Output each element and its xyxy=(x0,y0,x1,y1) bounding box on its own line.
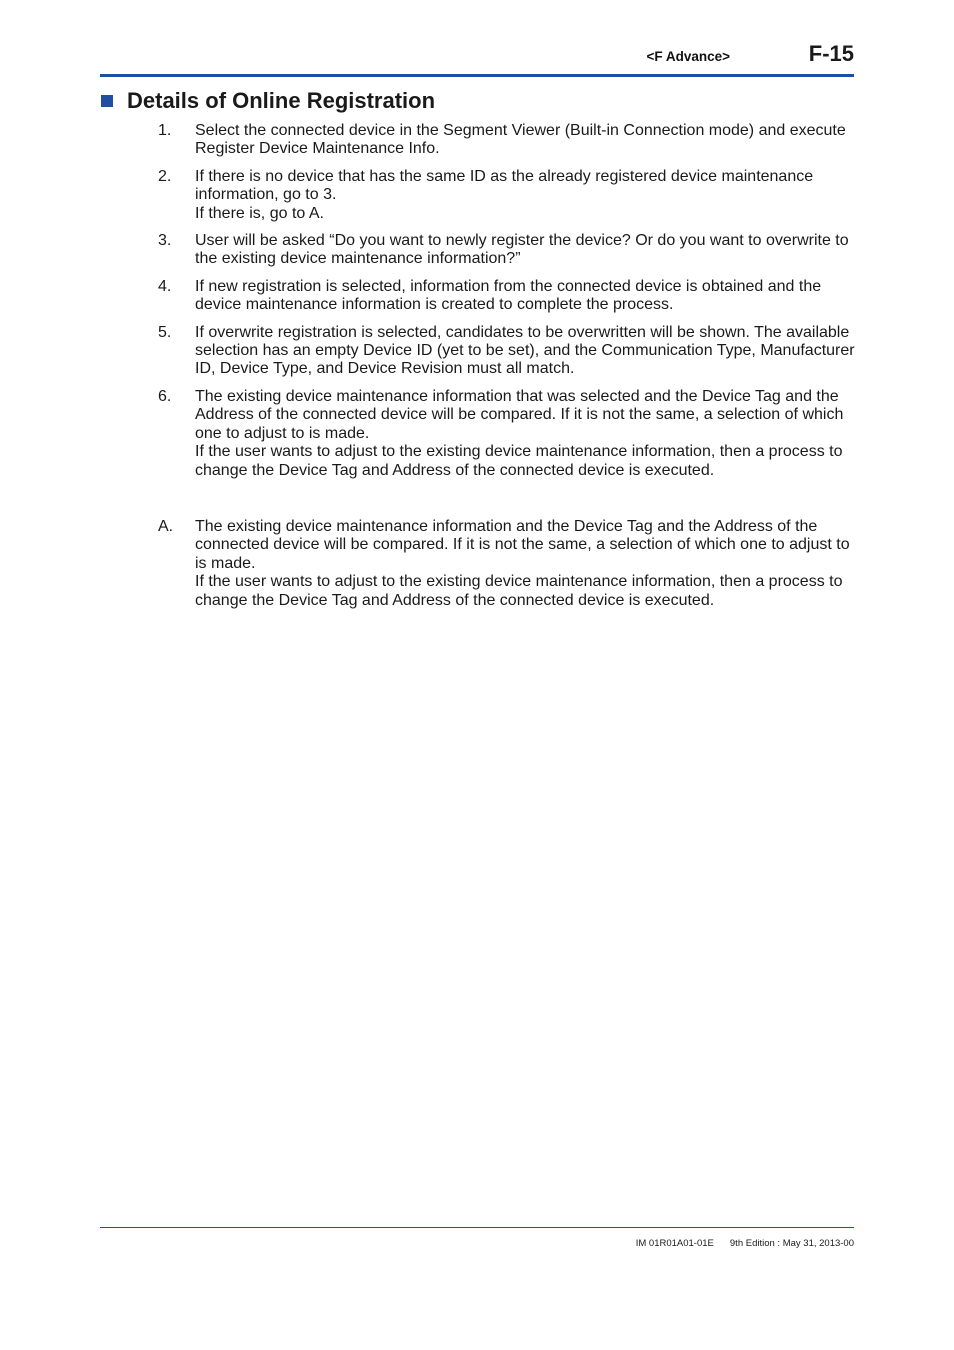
section-label: <F Advance> xyxy=(646,49,730,64)
section-heading xyxy=(100,87,854,115)
step-number: 4. xyxy=(158,277,172,295)
step-paragraph: User will be asked “Do you want to newly register the device? Or do you want to overwrite to the existing device maintenance information?” xyxy=(195,232,849,268)
step-text xyxy=(195,388,858,480)
step-paragraph: The existing device maintenance information and the Device Tag and the Address of the connected device will be compared. If it is not the same, a selection of which one to adjust to is made. xyxy=(195,518,850,572)
footer-rule xyxy=(100,1227,854,1228)
steps-list xyxy=(158,122,858,489)
procedure-step xyxy=(158,232,858,269)
step-number: 5. xyxy=(158,323,172,341)
page-number: F-15 xyxy=(808,41,854,66)
alternate-step xyxy=(158,518,858,610)
document-id: IM 01R01A01-01E xyxy=(635,1238,714,1249)
step-number: 2. xyxy=(158,167,172,185)
step-paragraph: If there is, go to A. xyxy=(195,204,324,222)
step-number: A. xyxy=(158,518,174,535)
procedure-step xyxy=(158,168,858,223)
edition-info: 9th Edition : May 31, 2013-00 xyxy=(729,1238,854,1249)
procedure-step xyxy=(158,388,858,480)
step-number: 3. xyxy=(158,232,172,250)
step-text xyxy=(195,232,858,269)
step-paragraph: Select the connected device in the Segment Viewer (Built-in Connection mode) and execute Register Device Maintenance Info. xyxy=(195,122,846,158)
step-paragraph: If overwrite registration is selected, candidates to be overwritten will be shown. The available selection has an empty Device ID (yet to be set), and the Communication Type, Manufacturer ID, Device Type, and Device Revision must all match. xyxy=(195,323,855,378)
step-paragraph: The existing device maintenance information that was selected and the Device Tag and the Address of the connected device will be compared. If it is not the same, a selection of which one to adjust to is made. xyxy=(195,387,844,442)
step-number: 6. xyxy=(158,387,172,405)
step-text xyxy=(195,122,858,159)
step-number: 1. xyxy=(158,122,172,139)
step-paragraph: If there is no device that has the same ID as the already registered device maintenance information, go to 3. xyxy=(195,167,814,204)
step-paragraph: If the user wants to adjust to the existing device maintenance information, then a process to change the Device Tag and Address of the connected device is executed. xyxy=(195,573,843,609)
header-rule xyxy=(100,74,854,77)
procedure-step xyxy=(158,278,858,315)
step-text xyxy=(195,168,858,223)
alternate-steps-list xyxy=(158,518,858,619)
step-paragraph: If new registration is selected, information from the connected device is obtained and the device maintenance information is created to complete the process. xyxy=(195,277,822,314)
step-text xyxy=(195,278,858,315)
step-text xyxy=(195,518,858,610)
section-title: Details of Online Registration xyxy=(127,88,436,113)
step-text xyxy=(195,324,858,379)
procedure-step xyxy=(158,324,858,379)
procedure-step xyxy=(158,122,858,159)
page-header xyxy=(100,40,854,74)
step-paragraph: If the user wants to adjust to the existing device maintenance information, then a process to change the Device Tag and Address of the connected device is executed. xyxy=(195,443,843,479)
square-bullet-icon xyxy=(101,95,113,107)
page-footer xyxy=(636,1238,854,1249)
